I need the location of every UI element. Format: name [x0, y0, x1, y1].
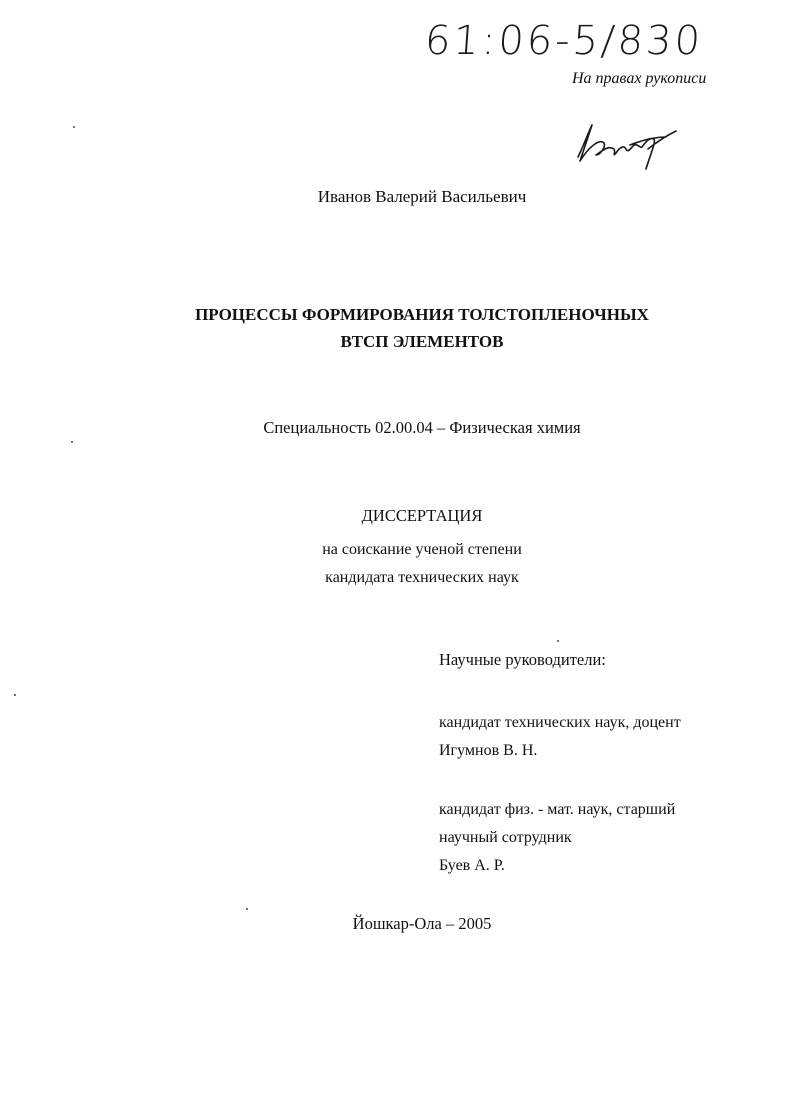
city-year: Йошкар-Ола – 2005 [352, 914, 492, 933]
thesis-title-line-1: ПРОЦЕССЫ ФОРМИРОВАНИЯ ТОЛСТОПЛЕНОЧНЫХ [195, 305, 649, 324]
supervisor-2-name: Буев А. Р. [439, 857, 505, 874]
scan-speck [73, 126, 75, 128]
supervisor-2-degree-line-1: кандидат физ. - мат. наук, старший [439, 801, 676, 818]
degree-purpose [0, 536, 796, 592]
rights-note: На правах рукописи [572, 70, 707, 87]
supervisor-1 [439, 709, 681, 765]
degree-purpose-line-1: на соискание ученой степени [322, 541, 522, 558]
thesis-title [0, 301, 796, 355]
scan-speck [71, 441, 73, 443]
supervisor-2-degree-line-2: научный сотрудник [439, 829, 572, 846]
scan-speck [246, 908, 248, 910]
supervisors-heading: Научные руководители: [439, 650, 606, 669]
degree-purpose-line-2: кандидата технических наук [325, 569, 519, 586]
archive-code-handwritten: 61:06-5/830 [423, 18, 705, 64]
author-name: Иванов Валерий Васильевич [317, 187, 527, 206]
specialty: Специальность 02.00.04 – Физическая химия [263, 418, 581, 437]
signature-icon [570, 115, 680, 175]
supervisor-1-degree: кандидат технических наук, доцент [439, 714, 681, 731]
scan-speck [557, 640, 559, 642]
scan-speck [14, 694, 16, 696]
supervisor-1-name: Игумнов В. Н. [439, 742, 538, 759]
supervisor-2 [439, 796, 675, 880]
document-type: ДИССЕРТАЦИЯ [361, 506, 483, 525]
thesis-title-line-2: ВТСП ЭЛЕМЕНТОВ [340, 332, 504, 351]
